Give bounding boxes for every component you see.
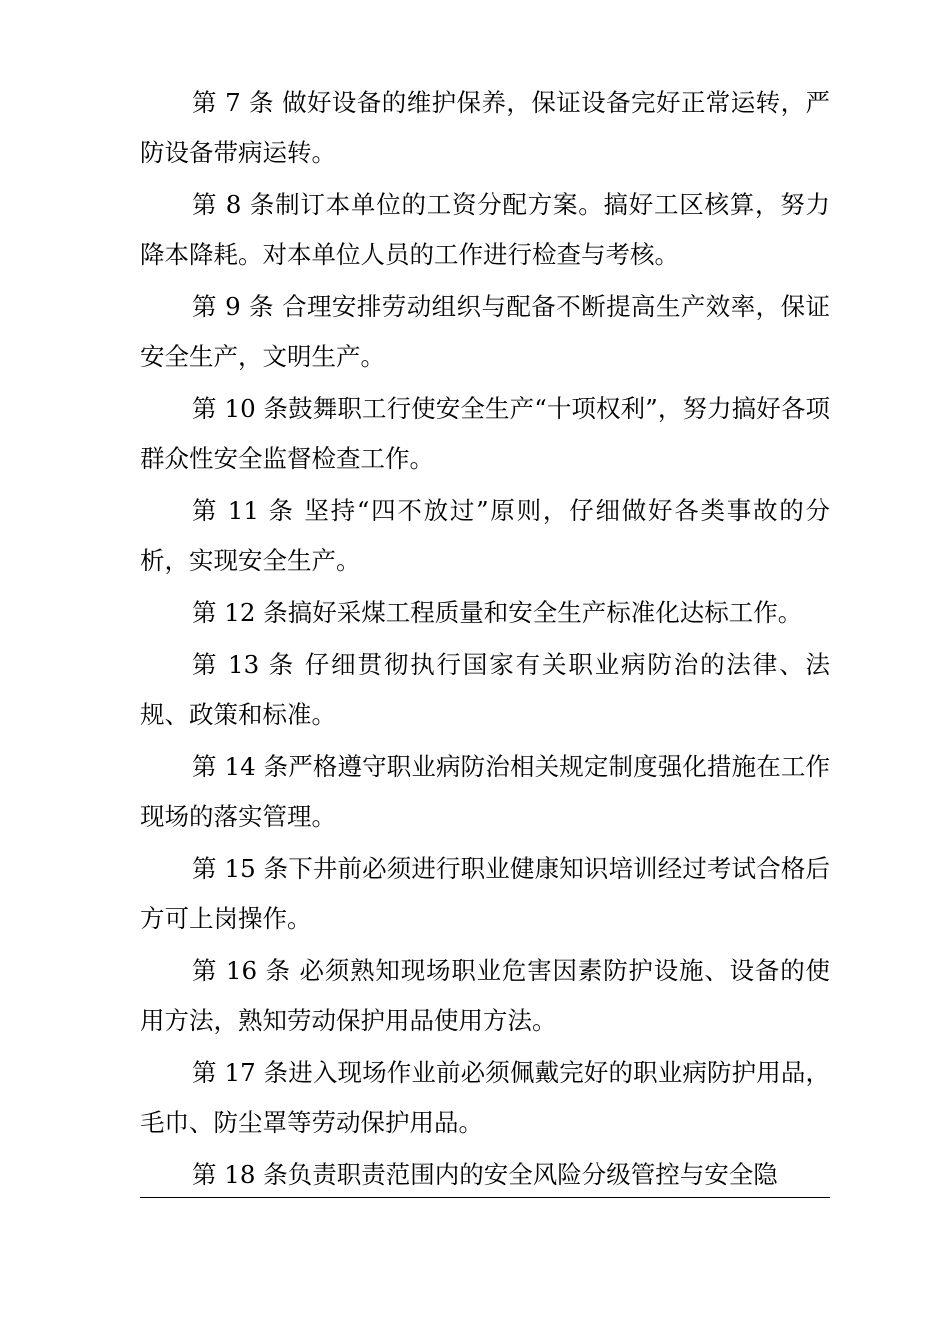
article-16: 第 16 条 必须熟知现场职业危害因素防护设施、设备的使用方法，熟知劳动保护用品使用方法。: [140, 956, 830, 1035]
article-10: 第 10 条鼓舞职工行使安全生产“十项权利”，努力搞好各项群众性安全监督检查工作。: [140, 394, 830, 473]
article-17: 第 17 条进入现场作业前必须佩戴完好的职业病防护用品，毛巾、防尘罩等劳动保护用品。: [140, 1058, 830, 1137]
article-12: 第 12 条搞好采煤工程质量和安全生产标准化达标工作。: [192, 598, 803, 627]
article-9: 第 9 条 合理安排劳动组织与配备不断提高生产效率，保证安全生产，文明生产。: [140, 292, 830, 371]
article-15: 第 15 条下井前必须进行职业健康知识培训经过考试合格后方可上岗操作。: [140, 854, 830, 933]
document-body: [140, 78, 830, 1202]
article-8: 第 8 条制订本单位的工资分配方案。搞好工区核算，努力降本降耗。对本单位人员的工作进行检查与考核。: [140, 190, 830, 269]
article-7: 第 7 条 做好设备的维护保养，保证设备完好正常运转，严防设备带病运转。: [140, 88, 830, 167]
article-11: 第 11 条 坚持“四不放过”原则，仔细做好各类事故的分析，实现安全生产。: [140, 496, 830, 575]
article-18: 第 18 条负责职责范围内的安全风险分级管控与安全隐: [192, 1160, 778, 1189]
article-13: 第 13 条 仔细贯彻执行国家有关职业病防治的法律、法规、政策和标准。: [140, 650, 830, 729]
footer-divider: [140, 1197, 830, 1198]
article-14: 第 14 条严格遵守职业病防治相关规定制度强化措施在工作现场的落实管理。: [140, 752, 830, 831]
